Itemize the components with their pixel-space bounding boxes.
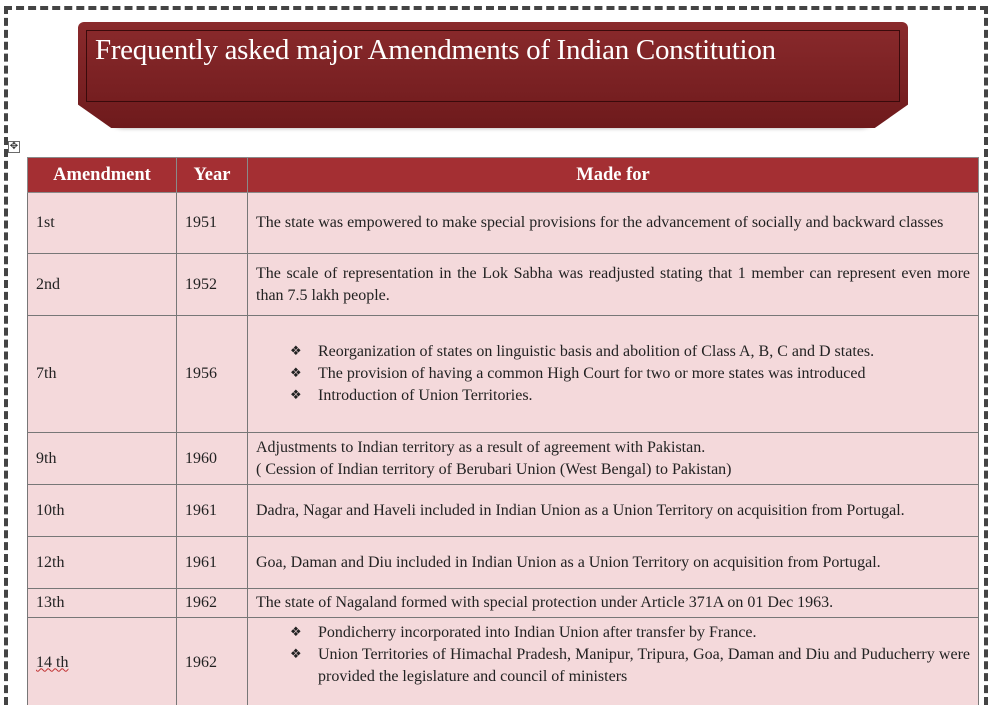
diamond-bullet-icon: ❖: [290, 344, 302, 359]
made-for-cell: The scale of representation in the Lok Sabha was readjusted stating that 1 member can represent even more than 7.5 lakh people.: [248, 254, 979, 316]
table-row: [28, 193, 979, 254]
amendment-label: 14 th: [36, 653, 69, 671]
bullet-text: Pondicherry incorporated into Indian Union after transfer by France.: [318, 624, 757, 641]
made-for-line: ( Cession of Indian territory of Berubari Union (West Bengal) to Pakistan): [256, 460, 732, 478]
list-item: [290, 385, 970, 407]
year-cell: 1951: [177, 193, 248, 254]
bullet-text: Introduction of Union Territories.: [318, 387, 533, 404]
bullet-list: [256, 341, 970, 407]
bullet-text: The provision of having a common High Court for two or more states was introduced: [318, 365, 866, 382]
list-item: [290, 644, 970, 688]
table-header-row: [28, 158, 979, 193]
amendment-cell: 1st: [28, 193, 177, 254]
table-row: [28, 589, 979, 618]
year-cell: 1952: [177, 254, 248, 316]
year-cell: 1956: [177, 316, 248, 433]
amendments-table: [27, 157, 979, 705]
made-for-cell: The state of Nagaland formed with special protection under Article 371A on 01 Dec 1963.: [248, 589, 979, 618]
list-item: [290, 622, 970, 644]
year-cell: 1961: [177, 485, 248, 537]
table-move-handle-icon[interactable]: ✥: [9, 141, 19, 152]
amendment-cell: 13th: [28, 589, 177, 618]
table-row: [28, 316, 979, 433]
made-for-cell: The state was empowered to make special provisions for the advancement of socially and backward classes: [248, 193, 979, 254]
amendment-cell: 10th: [28, 485, 177, 537]
diamond-bullet-icon: ❖: [290, 388, 302, 403]
bullet-text: Reorganization of states on linguistic basis and abolition of Class A, B, C and D states.: [318, 343, 875, 360]
list-item: [290, 363, 970, 385]
made-for-cell: [248, 316, 979, 433]
table-row: [28, 618, 979, 705]
table-row: [28, 485, 979, 537]
amendment-cell: 7th: [28, 316, 177, 433]
made-for-cell: [248, 618, 979, 705]
header-amendment: Amendment: [28, 158, 177, 193]
diamond-bullet-icon: ❖: [290, 625, 302, 640]
page-title: Frequently asked major Amendments of Indian Constitution: [95, 34, 776, 66]
year-cell: 1960: [177, 433, 248, 485]
year-cell: 1961: [177, 537, 248, 589]
header-year: Year: [177, 158, 248, 193]
amendment-cell: 2nd: [28, 254, 177, 316]
year-cell: 1962: [177, 589, 248, 618]
amendment-cell: [28, 618, 177, 705]
table-row: [28, 433, 979, 485]
bullet-text: Union Territories of Himachal Pradesh, Manipur, Tripura, Goa, Daman and Diu and Puducherry were provided the legislature and council of ministers: [318, 646, 970, 685]
amendment-cell: 9th: [28, 433, 177, 485]
made-for-cell: Goa, Daman and Diu included in Indian Union as a Union Territory on acquisition from Portugal.: [248, 537, 979, 589]
made-for-cell: [248, 433, 979, 485]
diamond-bullet-icon: ❖: [290, 647, 302, 662]
header-made-for: Made for: [248, 158, 979, 193]
bullet-list: [256, 622, 970, 688]
table-row: [28, 537, 979, 589]
amendment-cell: 12th: [28, 537, 177, 589]
diamond-bullet-icon: ❖: [290, 366, 302, 381]
list-item: [290, 341, 970, 363]
made-for-line: Adjustments to Indian territory as a result of agreement with Pakistan.: [256, 438, 706, 456]
table-row: [28, 254, 979, 316]
year-cell: 1962: [177, 618, 248, 705]
made-for-cell: Dadra, Nagar and Haveli included in Indian Union as a Union Territory on acquisition from Portugal.: [248, 485, 979, 537]
